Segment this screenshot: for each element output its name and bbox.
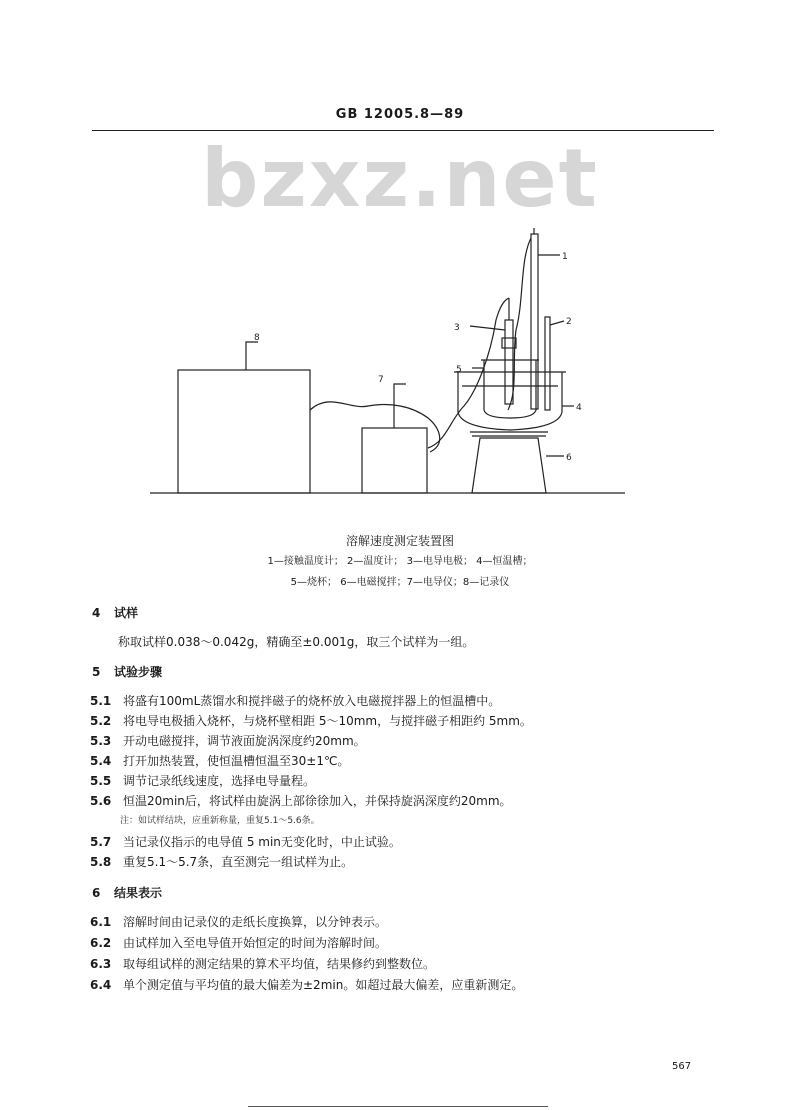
list-item: 6.2 由试样加入至电导值开始恒定的时间为溶解时间。 (90, 936, 388, 950)
figure-label-2: 2 (566, 317, 572, 327)
wire-contact-thermometer (508, 238, 531, 410)
figure-label-4: 4 (576, 403, 582, 413)
section-5-heading (92, 663, 162, 680)
list-item: 5.8 重复5.1～5.7条，直至测完一组试样为止。 (90, 855, 354, 869)
recorder-box (178, 370, 310, 493)
apparatus-diagram (150, 220, 630, 520)
thermometer (545, 317, 550, 410)
section-4-text: 称取试样0.038～0.042g，精确至±0.001g，取三个试样为一组。 (118, 635, 475, 649)
figure-label-5: 5 (456, 365, 462, 375)
list-item: 5.5 调节记录纸线速度，选择电导量程。 (90, 774, 316, 788)
figure-title: 溶解速度测定装置图 (345, 534, 454, 548)
section-title: 试样 (114, 606, 139, 620)
section-4-heading (92, 604, 138, 621)
section-title: 试验步骤 (114, 665, 163, 679)
section-6-heading (92, 884, 162, 901)
list-item: 5.4 打开加热装置，使恒温槽恒温至30±1℃。 (90, 754, 350, 768)
list-item: 6.1 溶解时间由记录仪的走纸长度换算，以分钟表示。 (90, 915, 388, 929)
contact-thermometer (531, 234, 538, 409)
page-number: 567 (672, 1061, 692, 1072)
list-item: 5.1 将盛有100mL蒸馏水和搅拌磁子的烧杯放入电磁搅拌器上的恒温槽中。 (90, 694, 501, 708)
figure-legend-line-1: 1—接触温度计； 2—温度计； 3—电导电极； 4—恒温槽； (267, 556, 533, 567)
list-item: 5.3 开动电磁搅拌，调节液面旋涡深度约20mm。 (90, 734, 366, 748)
list-item: 6.3 取每组试样的测定结果的算术平均值，结果修约到整数位。 (90, 957, 436, 971)
figure-label-6: 6 (566, 453, 572, 463)
watermark: bzxz.net (201, 132, 599, 225)
figure-label-1: 1 (562, 252, 568, 262)
section-number: 6 (92, 886, 101, 900)
note: 注：如试样结块，应重新称量，重复5.1～5.6条。 (120, 816, 320, 826)
standard-code: GB 12005.8—89 (335, 107, 465, 122)
figure-label-3: 3 (454, 323, 460, 333)
list-item: 5.2 将电导电极插入烧杯，与烧杯壁相距 5～10mm，与搅拌磁子相距约 5mm。 (90, 714, 532, 728)
thermostat-bath (458, 372, 562, 430)
wire-recorder-meter (310, 402, 440, 452)
list-item: 5.6 恒温20min后，将试样由旋涡上部徐徐加入，并保持旋涡深度约20mm。 (90, 794, 512, 808)
conductivity-electrode (505, 320, 513, 404)
beaker (484, 360, 536, 418)
section-title: 结果表示 (114, 886, 163, 900)
section-number: 4 (92, 606, 101, 620)
figure-label-7: 7 (378, 375, 384, 385)
figure-label-8: 8 (254, 333, 260, 343)
header-rule (92, 130, 714, 131)
list-item: 6.4 单个测定值与平均值的最大偏差为±2min。如超过最大偏差，应重新测定。 (90, 978, 524, 992)
magnetic-stirrer (472, 438, 546, 493)
footer-rule (248, 1106, 548, 1107)
figure-legend-line-2: 5—烧杯； 6—电磁搅拌；7—电导仪；8—记录仪 (290, 577, 510, 588)
section-number: 5 (92, 665, 101, 679)
list-item: 5.7 当记录仪指示的电导值 5 min无变化时，中止试验。 (90, 835, 401, 849)
wire-meter-electrode (428, 298, 509, 448)
conductivity-meter-box (362, 428, 427, 493)
